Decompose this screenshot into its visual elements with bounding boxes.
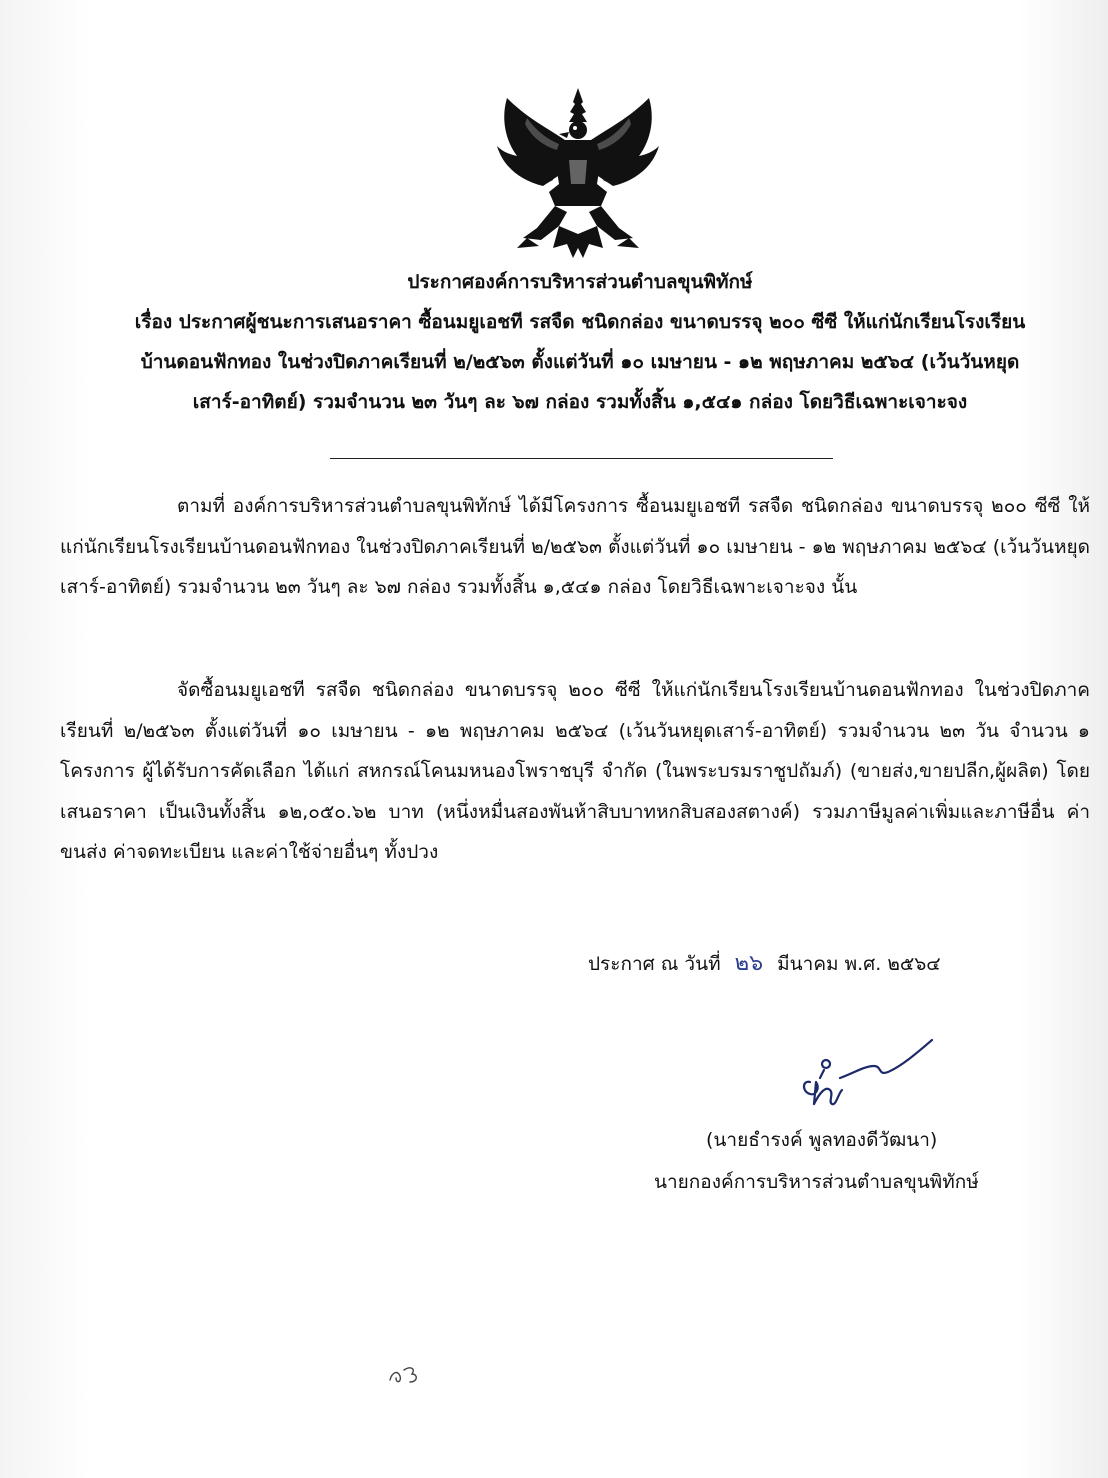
body-paragraph: จัดซื้อนมยูเอชที รสจืด ชนิดกล่อง ขนาดบรรจุ ๒๐๐ ซีซี ให้แก่นักเรียนโรงเรียนบ้านดอนฟักทอง ในช่วงปิดภาคเรียนที่ ๒/๒๕๖๓ ตั้งแต่วันที่ ๑๐ เมษายน - ๑๒ พฤษภาคม ๒๕๖๔ (เว้นวันหยุดเสาร์-อาทิตย์) รวมจำนวน ๒๓ วัน จำนวน ๑ โครงการ ผู้ได้รับการคัดเลือก ได้แก่ สหกรณ์โคนมหนองโพราชบุรี จำกัด (ในพระบรมราชูปถัมภ์) (ขายส่ง,ขายปลีก,ผู้ผลิต) โดยเสนอราคา เป็นเงินทั้งสิ้น ๑๒,๐๕๐.๖๒ บาท (หนึ่งหมื่นสองพันห้าสิบบาทหกสิบสองสตางค์) รวมภาษีมูลค่าเพิ่มและภาษีอื่น ค่าขนส่ง ค่าจดทะเบียน และค่าใช้จ่ายอื่นๆ ทั้งปวง: [60, 679, 1090, 863]
body-paragraph: ตามที่ องค์การบริหารส่วนตำบลขุนพิทักษ์ ได้มีโครงการ ซื้อนมยูเอชที รสจืด ชนิดกล่อง ขนาดบรรจุ ๒๐๐ ซีซี ให้แก่นักเรียนโรงเรียนบ้านดอนฟักทอง ในช่วงปิดภาคเรียนที่ ๒/๒๕๖๓ ตั้งแต่วันที่ ๑๐ เมษายน - ๑๒ พฤษภาคม ๒๕๖๔ (เว้นวันหยุดเสาร์-อาทิตย์) รวมจำนวน ๒๓ วันๆ ละ ๖๗ กล่อง รวมทั้งสิ้น ๑,๕๔๑ กล่อง โดยวิธีเฉพาะเจาะจง นั้น: [60, 495, 1090, 598]
signer-name: (นายธำรงค์ พูลทองดีวัฒนา): [706, 1129, 938, 1151]
announcement-date: [588, 944, 941, 984]
document-subject: [60, 302, 1100, 422]
handwritten-page-mark: [386, 1360, 426, 1390]
date-day: ๒๖: [734, 951, 764, 976]
subject-line: เสาร์-อาทิตย์) รวมจำนวน ๒๓ วันๆ ละ ๖๗ กล่อง รวมทั้งสิ้น ๑,๕๔๑ กล่อง โดยวิธีเฉพาะเจาะจง: [192, 391, 968, 413]
date-month-year: มีนาคม พ.ศ. ๒๕๖๔: [777, 953, 941, 975]
date-prefix: ประกาศ ณ วันที่: [588, 953, 721, 975]
subject-line: เรื่อง ประกาศผู้ชนะการเสนอราคา ซื้อนมยูเอชที รสจืด ชนิดกล่อง ขนาดบรรจุ ๒๐๐ ซีซี ให้แก่นักเรียนโรงเรียน: [134, 311, 1026, 333]
garuda-emblem-icon: [497, 88, 659, 266]
handwritten-signature: [780, 1030, 940, 1120]
document-title: ประกาศองค์การบริหารส่วนตำบลขุนพิทักษ์: [407, 271, 753, 293]
signer-position: นายกองค์การบริหารส่วนตำบลขุนพิทักษ์: [654, 1171, 979, 1193]
heading-divider: [330, 458, 833, 459]
subject-line: บ้านดอนฟักทอง ในช่วงปิดภาคเรียนที่ ๒/๒๕๖๓ ตั้งแต่วันที่ ๑๐ เมษายน - ๑๒ พฤษภาคม ๒๕๖๔ (เว้นวันหยุด: [140, 351, 1020, 373]
